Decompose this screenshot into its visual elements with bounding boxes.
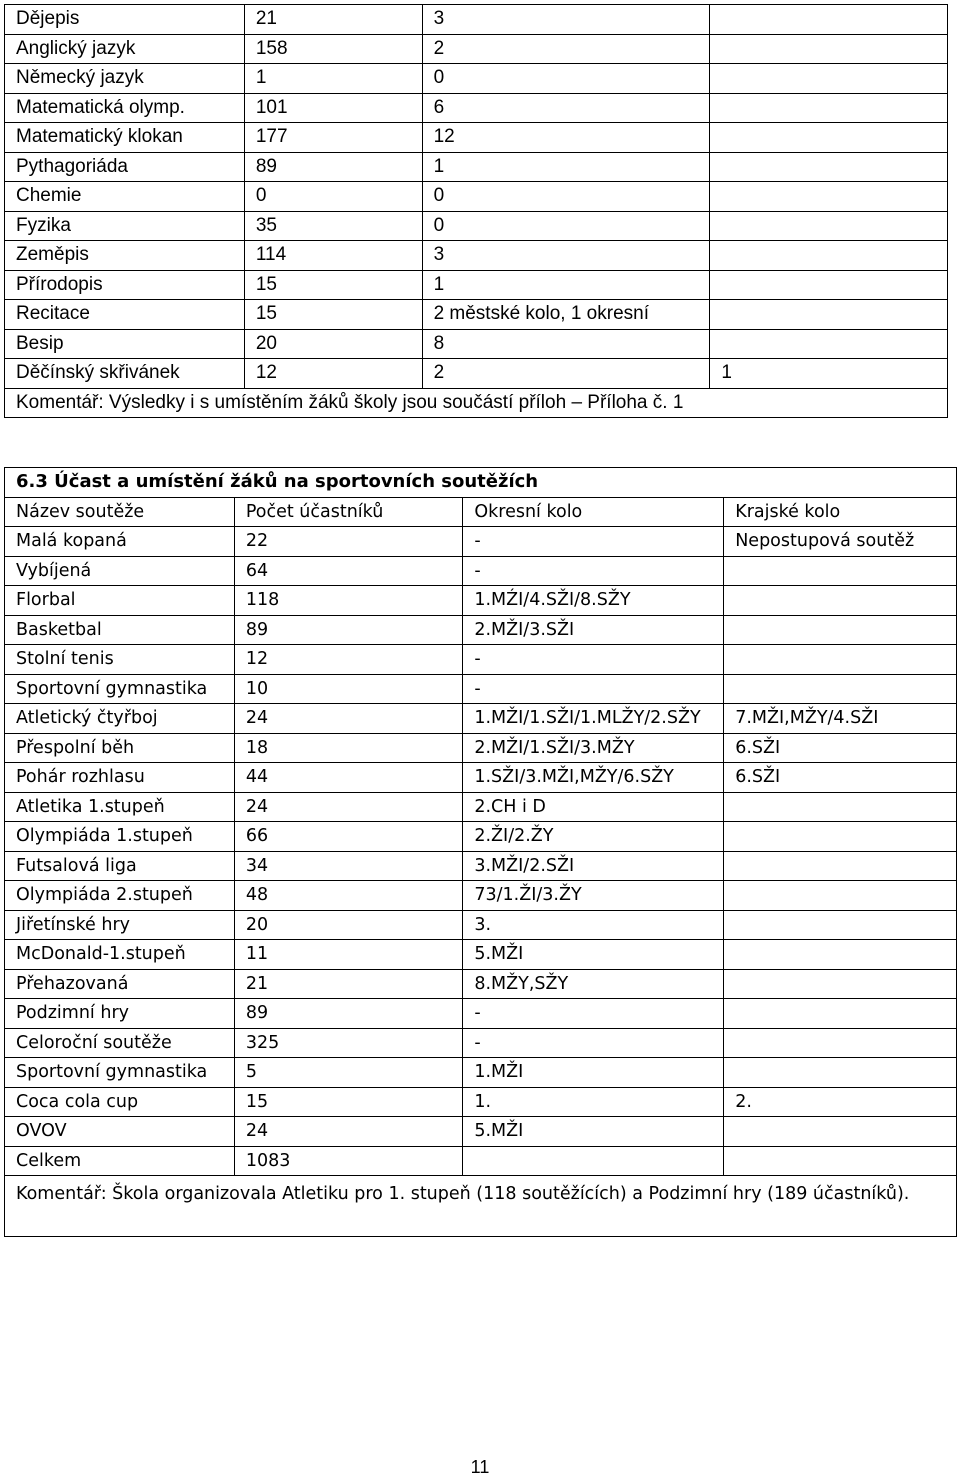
table-cell: 2.	[724, 1087, 957, 1117]
competitions-comment-row	[5, 388, 948, 418]
table-cell: -	[463, 645, 724, 675]
table-cell	[724, 999, 957, 1029]
table-cell	[724, 1028, 957, 1058]
table-cell: Fyzika	[5, 211, 245, 241]
table-cell	[710, 241, 948, 271]
table-cell: 6	[422, 93, 710, 123]
table-row	[5, 1087, 957, 1117]
table-cell: 21	[244, 5, 422, 35]
table-cell	[710, 211, 948, 241]
table-row	[5, 329, 948, 359]
table-cell: OVOV	[5, 1117, 235, 1147]
sports-table	[4, 467, 957, 1237]
table-cell: Děčínský skřivánek	[5, 359, 245, 389]
table-cell	[724, 881, 957, 911]
page-number: 11	[470, 1457, 490, 1477]
table-cell: 24	[234, 792, 463, 822]
sports-header-row	[5, 497, 957, 527]
table-cell: 15	[244, 270, 422, 300]
table-cell	[710, 123, 948, 153]
table-cell: Coca cola cup	[5, 1087, 235, 1117]
table-cell: 35	[244, 211, 422, 241]
table-row	[5, 34, 948, 64]
table-cell: Přehazovaná	[5, 969, 235, 999]
table-row	[5, 527, 957, 557]
table-cell: 1	[422, 270, 710, 300]
table-cell	[710, 152, 948, 182]
table-cell: 44	[234, 763, 463, 793]
sports-table-title: 6.3 Účast a umístění žáků na sportovních soutěžích	[5, 468, 957, 498]
table-row	[5, 763, 957, 793]
table-row	[5, 969, 957, 999]
competitions-table-body	[5, 5, 948, 389]
table-row	[5, 211, 948, 241]
table-cell: 6.SŽI	[724, 733, 957, 763]
table-cell: Basketbal	[5, 615, 235, 645]
table-cell: 2.MŽI/3.SŽI	[463, 615, 724, 645]
table-cell: 2	[422, 359, 710, 389]
table-cell: McDonald-1.stupeň	[5, 940, 235, 970]
table-cell	[724, 910, 957, 940]
table-row	[5, 300, 948, 330]
table-cell: 0	[244, 182, 422, 212]
table-cell	[724, 969, 957, 999]
table-cell: 12	[422, 123, 710, 153]
table-cell: Přírodopis	[5, 270, 245, 300]
table-cell: Atletika 1.stupeň	[5, 792, 235, 822]
table-cell	[710, 182, 948, 212]
table-row	[5, 64, 948, 94]
table-cell: 0	[422, 64, 710, 94]
sports-comment-row	[5, 1176, 957, 1237]
table-row	[5, 940, 957, 970]
table-cell: 15	[234, 1087, 463, 1117]
table-cell: 2.MŽI/1.SŽI/3.MŽY	[463, 733, 724, 763]
table-cell: 22	[234, 527, 463, 557]
table-row	[5, 1146, 957, 1176]
table-cell	[710, 329, 948, 359]
table-row	[5, 881, 957, 911]
table-cell: 118	[234, 586, 463, 616]
table-cell: 10	[234, 674, 463, 704]
table-cell: 89	[234, 615, 463, 645]
table-cell: 2.CH i D	[463, 792, 724, 822]
table-cell: 1.SŽI/3.MŽI,MŽY/6.SŽY	[463, 763, 724, 793]
table-cell: -	[463, 674, 724, 704]
table-row	[5, 556, 957, 586]
table-cell: 2.ŽI/2.ŽY	[463, 822, 724, 852]
table-cell: 18	[234, 733, 463, 763]
table-cell	[724, 1117, 957, 1147]
table-cell: Sportovní gymnastika	[5, 1058, 235, 1088]
table-cell: 3	[422, 241, 710, 271]
table-cell	[724, 792, 957, 822]
table-cell: 11	[234, 940, 463, 970]
table-cell: Atletický čtyřboj	[5, 704, 235, 734]
column-header: Počet účastníků	[234, 497, 463, 527]
table-cell: 5	[234, 1058, 463, 1088]
table-cell	[710, 5, 948, 35]
table-cell: 89	[234, 999, 463, 1029]
column-header: Okresní kolo	[463, 497, 724, 527]
table-cell	[710, 300, 948, 330]
table-row	[5, 910, 957, 940]
table-cell: 15	[244, 300, 422, 330]
table-cell: Nepostupová soutěž	[724, 527, 957, 557]
competitions-comment: Komentář: Výsledky i s umístěním žáků školy jsou součástí příloh – Příloha č. 1	[5, 388, 948, 418]
table-cell: -	[463, 1028, 724, 1058]
table-cell: 73/1.ŽI/3.ŽY	[463, 881, 724, 911]
table-cell	[710, 64, 948, 94]
table-cell: 158	[244, 34, 422, 64]
table-cell: 1.	[463, 1087, 724, 1117]
column-header: Krajské kolo	[724, 497, 957, 527]
table-cell: 1.MŽI/1.SŽI/1.MLŽY/2.SŽY	[463, 704, 724, 734]
table-cell: 89	[244, 152, 422, 182]
table-cell: Anglický jazyk	[5, 34, 245, 64]
table-cell: Matematická olymp.	[5, 93, 245, 123]
table-cell: 114	[244, 241, 422, 271]
table-cell	[724, 615, 957, 645]
table-row	[5, 615, 957, 645]
table-row	[5, 241, 948, 271]
table-cell: Přespolní běh	[5, 733, 235, 763]
table-cell: Futsalová liga	[5, 851, 235, 881]
table-cell	[463, 1146, 724, 1176]
table-row	[5, 704, 957, 734]
table-cell	[710, 93, 948, 123]
competitions-table	[4, 4, 948, 418]
table-cell: Stolní tenis	[5, 645, 235, 675]
sports-comment: Komentář: Škola organizovala Atletiku pro 1. stupeň (118 soutěžících) a Podzimní hry (189 účastníků).	[5, 1176, 957, 1237]
sports-table-body	[5, 527, 957, 1176]
table-row	[5, 1117, 957, 1147]
table-cell: 0	[422, 211, 710, 241]
table-cell: Florbal	[5, 586, 235, 616]
table-cell: 177	[244, 123, 422, 153]
table-cell	[710, 34, 948, 64]
table-cell: 5.MŽI	[463, 940, 724, 970]
table-row	[5, 851, 957, 881]
table-cell: 3.MŽI/2.SŽI	[463, 851, 724, 881]
table-cell: 24	[234, 1117, 463, 1147]
table-cell	[724, 674, 957, 704]
table-cell	[724, 1146, 957, 1176]
table-cell: 7.MŽI,MŽY/4.SŽI	[724, 704, 957, 734]
table-cell: 64	[234, 556, 463, 586]
table-cell: Jiřetínské hry	[5, 910, 235, 940]
column-header: Název soutěže	[5, 497, 235, 527]
table-cell: Matematický klokan	[5, 123, 245, 153]
table-cell: 8.MŽY,SŽY	[463, 969, 724, 999]
table-cell: Dějepis	[5, 5, 245, 35]
table-cell: 20	[244, 329, 422, 359]
table-cell: 6.SŽI	[724, 763, 957, 793]
table-cell: Celoroční soutěže	[5, 1028, 235, 1058]
table-cell: Vybíjená	[5, 556, 235, 586]
table-cell: 24	[234, 704, 463, 734]
table-cell: Chemie	[5, 182, 245, 212]
table-cell: 12	[234, 645, 463, 675]
table-cell: 1	[422, 152, 710, 182]
table-cell: 1	[244, 64, 422, 94]
table-row	[5, 5, 948, 35]
table-cell: Celkem	[5, 1146, 235, 1176]
table-cell: 1083	[234, 1146, 463, 1176]
table-cell: 2 městské kolo, 1 okresní	[422, 300, 710, 330]
table-cell: 21	[234, 969, 463, 999]
table-cell: 2	[422, 34, 710, 64]
table-cell: 1.MŹI/4.SŽI/8.SŽY	[463, 586, 724, 616]
table-cell	[710, 270, 948, 300]
table-cell: Besip	[5, 329, 245, 359]
table-cell: 66	[234, 822, 463, 852]
table-cell: Olympiáda 1.stupeň	[5, 822, 235, 852]
table-row	[5, 1058, 957, 1088]
table-cell: Malá kopaná	[5, 527, 235, 557]
table-cell: 1	[710, 359, 948, 389]
table-cell: Recitace	[5, 300, 245, 330]
table-cell: 8	[422, 329, 710, 359]
table-row	[5, 822, 957, 852]
table-cell: Zeměpis	[5, 241, 245, 271]
table-cell: Sportovní gymnastika	[5, 674, 235, 704]
table-cell: 1.MŽI	[463, 1058, 724, 1088]
table-cell: Podzimní hry	[5, 999, 235, 1029]
table-cell	[724, 645, 957, 675]
table-row	[5, 586, 957, 616]
table-cell: 48	[234, 881, 463, 911]
table-cell: 12	[244, 359, 422, 389]
table-cell: -	[463, 999, 724, 1029]
table-cell: 325	[234, 1028, 463, 1058]
table-cell: Pythagoriáda	[5, 152, 245, 182]
table-row	[5, 999, 957, 1029]
table-row	[5, 733, 957, 763]
sports-title-row	[5, 468, 957, 498]
table-row	[5, 182, 948, 212]
table-cell	[724, 1058, 957, 1088]
table-row	[5, 674, 957, 704]
table-cell: 3.	[463, 910, 724, 940]
table-cell: 3	[422, 5, 710, 35]
table-cell	[724, 822, 957, 852]
table-cell: 0	[422, 182, 710, 212]
table-cell	[724, 940, 957, 970]
table-cell: -	[463, 527, 724, 557]
table-cell: 20	[234, 910, 463, 940]
table-row	[5, 359, 948, 389]
table-row	[5, 270, 948, 300]
table-cell	[724, 556, 957, 586]
table-cell: 34	[234, 851, 463, 881]
table-row	[5, 645, 957, 675]
table-cell	[724, 586, 957, 616]
table-row	[5, 123, 948, 153]
table-cell: Olympiáda 2.stupeň	[5, 881, 235, 911]
table-row	[5, 792, 957, 822]
table-cell	[724, 851, 957, 881]
table-cell: Pohár rozhlasu	[5, 763, 235, 793]
table-cell: -	[463, 556, 724, 586]
table-cell: 101	[244, 93, 422, 123]
table-row	[5, 1028, 957, 1058]
table-cell: Německý jazyk	[5, 64, 245, 94]
table-cell: 5.MŽI	[463, 1117, 724, 1147]
table-row	[5, 93, 948, 123]
table-row	[5, 152, 948, 182]
